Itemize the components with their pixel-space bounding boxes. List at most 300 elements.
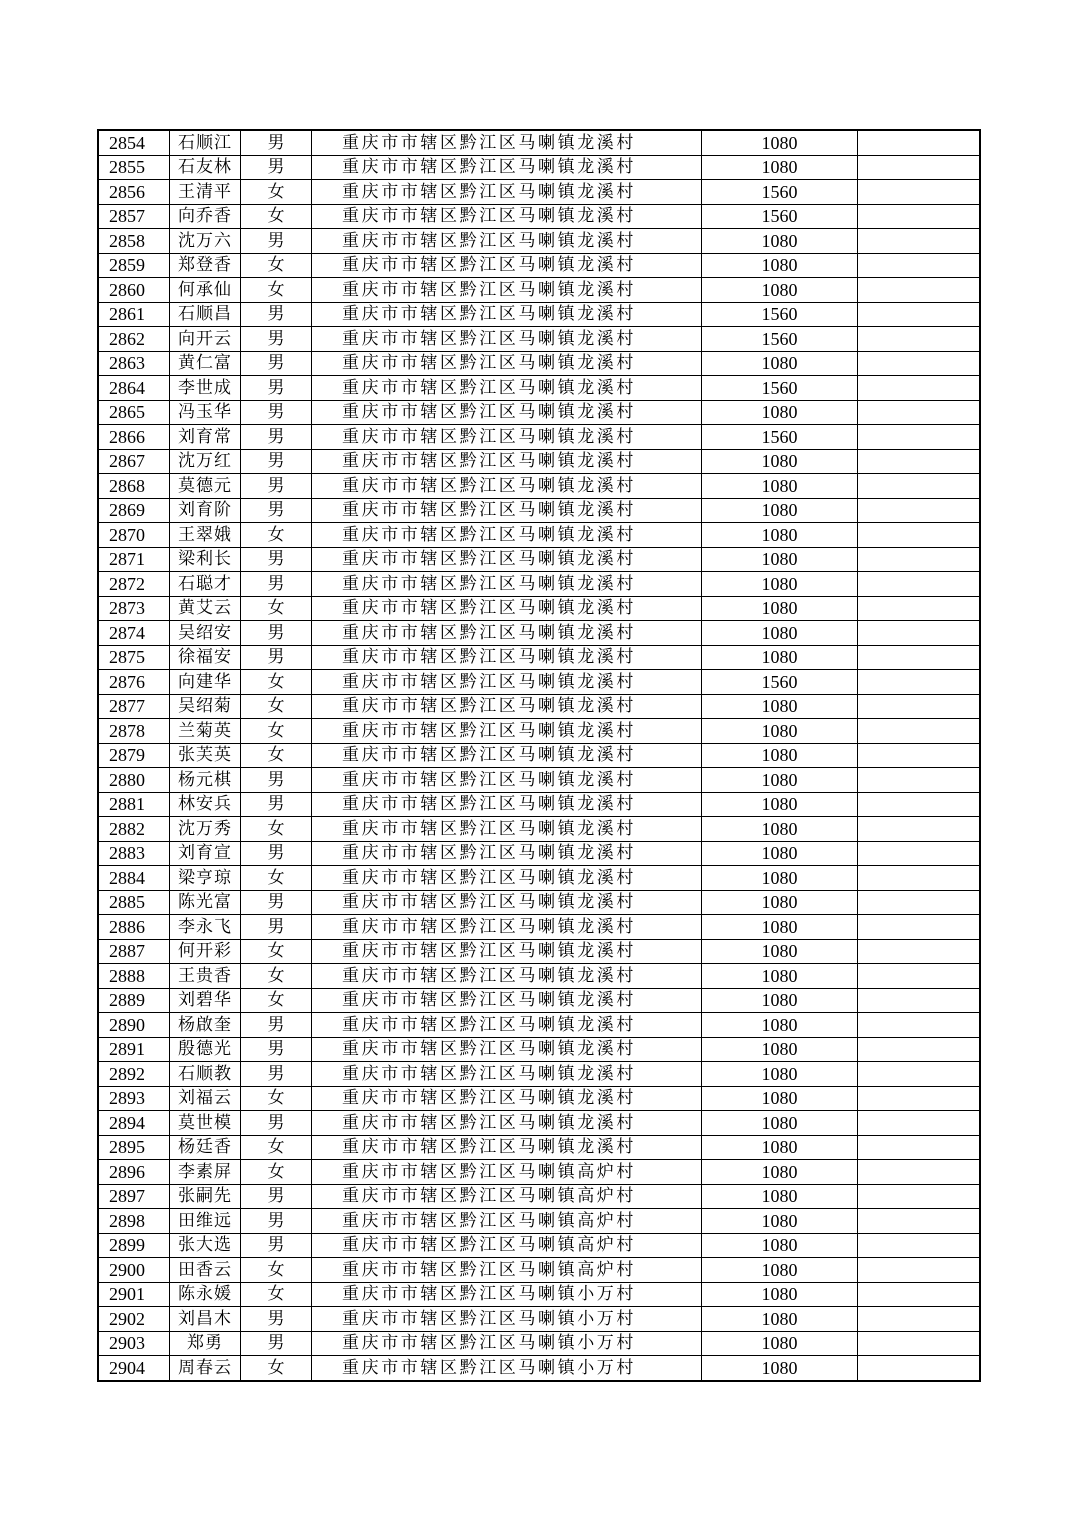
amount-cell: 1080 (702, 278, 858, 303)
sex-cell: 男 (241, 621, 312, 646)
row-number: 2888 (98, 964, 170, 989)
row-number: 2878 (98, 719, 170, 744)
table-row (98, 719, 980, 744)
sex-cell: 女 (241, 204, 312, 229)
person-name: 陈光富 (170, 890, 241, 915)
sex-cell: 男 (241, 1062, 312, 1087)
person-name: 冯玉华 (170, 400, 241, 425)
person-name: 石聪才 (170, 572, 241, 597)
row-number: 2866 (98, 425, 170, 450)
note-cell (858, 964, 980, 989)
address-cell: 重庆市市辖区黔江区马喇镇龙溪村 (312, 523, 702, 548)
table-row (98, 376, 980, 401)
table-row (98, 327, 980, 352)
table-row (98, 1184, 980, 1209)
address-cell: 重庆市市辖区黔江区马喇镇龙溪村 (312, 400, 702, 425)
amount-cell: 1080 (702, 890, 858, 915)
row-number: 2870 (98, 523, 170, 548)
amount-cell: 1080 (702, 572, 858, 597)
sex-cell: 男 (241, 130, 312, 155)
address-cell: 重庆市市辖区黔江区马喇镇龙溪村 (312, 155, 702, 180)
note-cell (858, 155, 980, 180)
amount-cell: 1080 (702, 1307, 858, 1332)
amount-cell: 1080 (702, 1209, 858, 1234)
person-name: 沈万秀 (170, 817, 241, 842)
amount-cell: 1080 (702, 1258, 858, 1283)
person-name: 李世成 (170, 376, 241, 401)
row-number: 2861 (98, 302, 170, 327)
amount-cell: 1080 (702, 915, 858, 940)
note-cell (858, 719, 980, 744)
sex-cell: 女 (241, 988, 312, 1013)
sex-cell: 男 (241, 1013, 312, 1038)
address-cell: 重庆市市辖区黔江区马喇镇龙溪村 (312, 915, 702, 940)
address-cell: 重庆市市辖区黔江区马喇镇龙溪村 (312, 376, 702, 401)
table-row (98, 1258, 980, 1283)
amount-cell: 1080 (702, 939, 858, 964)
note-cell (858, 376, 980, 401)
amount-cell: 1080 (702, 1160, 858, 1185)
table-row (98, 817, 980, 842)
address-cell: 重庆市市辖区黔江区马喇镇龙溪村 (312, 327, 702, 352)
row-number: 2890 (98, 1013, 170, 1038)
person-name: 沈万红 (170, 449, 241, 474)
amount-cell: 1560 (702, 425, 858, 450)
note-cell (858, 915, 980, 940)
row-number: 2854 (98, 130, 170, 155)
note-cell (858, 523, 980, 548)
address-cell: 重庆市市辖区黔江区马喇镇龙溪村 (312, 1037, 702, 1062)
table-row (98, 596, 980, 621)
table-row (98, 1282, 980, 1307)
sex-cell: 男 (241, 1307, 312, 1332)
person-name: 张芙英 (170, 743, 241, 768)
person-name: 徐福安 (170, 645, 241, 670)
sex-cell: 女 (241, 866, 312, 891)
row-number: 2860 (98, 278, 170, 303)
amount-cell: 1080 (702, 1037, 858, 1062)
table-row (98, 792, 980, 817)
amount-cell: 1080 (702, 841, 858, 866)
note-cell (858, 1184, 980, 1209)
row-number: 2883 (98, 841, 170, 866)
sex-cell: 男 (241, 645, 312, 670)
table-row (98, 915, 980, 940)
amount-cell: 1080 (702, 1135, 858, 1160)
row-number: 2894 (98, 1111, 170, 1136)
row-number: 2897 (98, 1184, 170, 1209)
table-body (98, 130, 980, 1381)
row-number: 2874 (98, 621, 170, 646)
person-name: 何开彩 (170, 939, 241, 964)
address-cell: 重庆市市辖区黔江区马喇镇小万村 (312, 1282, 702, 1307)
note-cell (858, 449, 980, 474)
amount-cell: 1080 (702, 400, 858, 425)
sex-cell: 男 (241, 229, 312, 254)
person-name: 刘碧华 (170, 988, 241, 1013)
note-cell (858, 425, 980, 450)
table-row (98, 130, 980, 155)
person-name: 兰菊英 (170, 719, 241, 744)
address-cell: 重庆市市辖区黔江区马喇镇高炉村 (312, 1184, 702, 1209)
note-cell (858, 743, 980, 768)
amount-cell: 1080 (702, 474, 858, 499)
table-row (98, 621, 980, 646)
row-number: 2882 (98, 817, 170, 842)
address-cell: 重庆市市辖区黔江区马喇镇龙溪村 (312, 645, 702, 670)
sex-cell: 男 (241, 890, 312, 915)
table-row (98, 253, 980, 278)
note-cell (858, 400, 980, 425)
sex-cell: 男 (241, 449, 312, 474)
sex-cell: 男 (241, 425, 312, 450)
row-number: 2869 (98, 498, 170, 523)
row-number: 2898 (98, 1209, 170, 1234)
address-cell: 重庆市市辖区黔江区马喇镇龙溪村 (312, 988, 702, 1013)
address-cell: 重庆市市辖区黔江区马喇镇龙溪村 (312, 768, 702, 793)
address-cell: 重庆市市辖区黔江区马喇镇龙溪村 (312, 1135, 702, 1160)
amount-cell: 1560 (702, 180, 858, 205)
person-name: 吴绍菊 (170, 694, 241, 719)
amount-cell: 1080 (702, 596, 858, 621)
sex-cell: 男 (241, 498, 312, 523)
table-row (98, 204, 980, 229)
table-row (98, 1160, 980, 1185)
sex-cell: 女 (241, 817, 312, 842)
sex-cell: 男 (241, 768, 312, 793)
row-number: 2876 (98, 670, 170, 695)
address-cell: 重庆市市辖区黔江区马喇镇龙溪村 (312, 253, 702, 278)
table-row (98, 1209, 980, 1234)
row-number: 2855 (98, 155, 170, 180)
address-cell: 重庆市市辖区黔江区马喇镇龙溪村 (312, 621, 702, 646)
sex-cell: 男 (241, 915, 312, 940)
table-row (98, 1111, 980, 1136)
address-cell: 重庆市市辖区黔江区马喇镇龙溪村 (312, 547, 702, 572)
address-cell: 重庆市市辖区黔江区马喇镇高炉村 (312, 1209, 702, 1234)
person-name: 石顺昌 (170, 302, 241, 327)
person-name: 沈万六 (170, 229, 241, 254)
sex-cell: 女 (241, 278, 312, 303)
row-number: 2862 (98, 327, 170, 352)
address-cell: 重庆市市辖区黔江区马喇镇龙溪村 (312, 866, 702, 891)
row-number: 2900 (98, 1258, 170, 1283)
table-row (98, 180, 980, 205)
table-row (98, 400, 980, 425)
address-cell: 重庆市市辖区黔江区马喇镇龙溪村 (312, 180, 702, 205)
address-cell: 重庆市市辖区黔江区马喇镇龙溪村 (312, 278, 702, 303)
amount-cell: 1080 (702, 498, 858, 523)
sex-cell: 女 (241, 1086, 312, 1111)
note-cell (858, 1160, 980, 1185)
row-number: 2880 (98, 768, 170, 793)
note-cell (858, 302, 980, 327)
address-cell: 重庆市市辖区黔江区马喇镇龙溪村 (312, 890, 702, 915)
person-name: 杨啟奎 (170, 1013, 241, 1038)
sex-cell: 男 (241, 400, 312, 425)
person-name: 黄仁富 (170, 351, 241, 376)
person-name: 田香云 (170, 1258, 241, 1283)
note-cell (858, 229, 980, 254)
sex-cell: 男 (241, 1184, 312, 1209)
row-number: 2867 (98, 449, 170, 474)
note-cell (858, 841, 980, 866)
sex-cell: 男 (241, 302, 312, 327)
address-cell: 重庆市市辖区黔江区马喇镇龙溪村 (312, 1013, 702, 1038)
note-cell (858, 670, 980, 695)
note-cell (858, 768, 980, 793)
amount-cell: 1560 (702, 327, 858, 352)
person-name: 刘育阶 (170, 498, 241, 523)
sex-cell: 男 (241, 572, 312, 597)
data-table (97, 129, 981, 1382)
note-cell (858, 866, 980, 891)
amount-cell: 1080 (702, 866, 858, 891)
amount-cell: 1080 (702, 155, 858, 180)
address-cell: 重庆市市辖区黔江区马喇镇龙溪村 (312, 939, 702, 964)
person-name: 刘育宣 (170, 841, 241, 866)
amount-cell: 1560 (702, 302, 858, 327)
note-cell (858, 1086, 980, 1111)
table-row (98, 547, 980, 572)
table-row (98, 645, 980, 670)
address-cell: 重庆市市辖区黔江区马喇镇龙溪村 (312, 425, 702, 450)
table-row (98, 964, 980, 989)
sex-cell: 男 (241, 1233, 312, 1258)
row-number: 2902 (98, 1307, 170, 1332)
sex-cell: 女 (241, 1356, 312, 1381)
row-number: 2873 (98, 596, 170, 621)
sex-cell: 女 (241, 743, 312, 768)
table-row (98, 768, 980, 793)
row-number: 2885 (98, 890, 170, 915)
table-row (98, 1356, 980, 1381)
address-cell: 重庆市市辖区黔江区马喇镇龙溪村 (312, 817, 702, 842)
address-cell: 重庆市市辖区黔江区马喇镇龙溪村 (312, 449, 702, 474)
sex-cell: 男 (241, 1331, 312, 1356)
amount-cell: 1080 (702, 1013, 858, 1038)
person-name: 莫德元 (170, 474, 241, 499)
sex-cell: 男 (241, 792, 312, 817)
row-number: 2856 (98, 180, 170, 205)
note-cell (858, 547, 980, 572)
note-cell (858, 327, 980, 352)
amount-cell: 1080 (702, 768, 858, 793)
address-cell: 重庆市市辖区黔江区马喇镇小万村 (312, 1356, 702, 1381)
sex-cell: 女 (241, 939, 312, 964)
row-number: 2879 (98, 743, 170, 768)
person-name: 杨廷香 (170, 1135, 241, 1160)
address-cell: 重庆市市辖区黔江区马喇镇龙溪村 (312, 1111, 702, 1136)
row-number: 2899 (98, 1233, 170, 1258)
note-cell (858, 130, 980, 155)
table-row (98, 866, 980, 891)
row-number: 2864 (98, 376, 170, 401)
address-cell: 重庆市市辖区黔江区马喇镇龙溪村 (312, 719, 702, 744)
table-row (98, 425, 980, 450)
amount-cell: 1080 (702, 547, 858, 572)
note-cell (858, 278, 980, 303)
row-number: 2896 (98, 1160, 170, 1185)
person-name: 石友林 (170, 155, 241, 180)
row-number: 2868 (98, 474, 170, 499)
table-row (98, 1135, 980, 1160)
row-number: 2858 (98, 229, 170, 254)
amount-cell: 1080 (702, 351, 858, 376)
table-row (98, 1331, 980, 1356)
amount-cell: 1080 (702, 229, 858, 254)
note-cell (858, 572, 980, 597)
table-row (98, 1062, 980, 1087)
note-cell (858, 1356, 980, 1381)
note-cell (858, 253, 980, 278)
note-cell (858, 1331, 980, 1356)
note-cell (858, 1135, 980, 1160)
sex-cell: 女 (241, 596, 312, 621)
table-row (98, 572, 980, 597)
row-number: 2865 (98, 400, 170, 425)
note-cell (858, 204, 980, 229)
row-number: 2886 (98, 915, 170, 940)
person-name: 莫世模 (170, 1111, 241, 1136)
person-name: 林安兵 (170, 792, 241, 817)
table-row (98, 939, 980, 964)
person-name: 石顺江 (170, 130, 241, 155)
sex-cell: 男 (241, 1037, 312, 1062)
sex-cell: 女 (241, 523, 312, 548)
table-row (98, 1233, 980, 1258)
person-name: 殷德光 (170, 1037, 241, 1062)
person-name: 王贵香 (170, 964, 241, 989)
row-number: 2891 (98, 1037, 170, 1062)
note-cell (858, 1307, 980, 1332)
table-row (98, 498, 980, 523)
person-name: 周春云 (170, 1356, 241, 1381)
table-row (98, 670, 980, 695)
person-name: 梁利长 (170, 547, 241, 572)
row-number: 2884 (98, 866, 170, 891)
note-cell (858, 621, 980, 646)
amount-cell: 1080 (702, 1331, 858, 1356)
sex-cell: 男 (241, 841, 312, 866)
sex-cell: 女 (241, 719, 312, 744)
address-cell: 重庆市市辖区黔江区马喇镇龙溪村 (312, 351, 702, 376)
note-cell (858, 1013, 980, 1038)
person-name: 黄艾云 (170, 596, 241, 621)
amount-cell: 1080 (702, 621, 858, 646)
address-cell: 重庆市市辖区黔江区马喇镇龙溪村 (312, 302, 702, 327)
person-name: 陈永媛 (170, 1282, 241, 1307)
note-cell (858, 645, 980, 670)
note-cell (858, 939, 980, 964)
person-name: 李永飞 (170, 915, 241, 940)
note-cell (858, 1258, 980, 1283)
row-number: 2857 (98, 204, 170, 229)
person-name: 刘育常 (170, 425, 241, 450)
note-cell (858, 474, 980, 499)
amount-cell: 1080 (702, 449, 858, 474)
person-name: 刘福云 (170, 1086, 241, 1111)
note-cell (858, 180, 980, 205)
row-number: 2904 (98, 1356, 170, 1381)
address-cell: 重庆市市辖区黔江区马喇镇高炉村 (312, 1160, 702, 1185)
sex-cell: 男 (241, 155, 312, 180)
sex-cell: 女 (241, 694, 312, 719)
table-row (98, 449, 980, 474)
amount-cell: 1080 (702, 719, 858, 744)
address-cell: 重庆市市辖区黔江区马喇镇龙溪村 (312, 1086, 702, 1111)
amount-cell: 1080 (702, 1086, 858, 1111)
amount-cell: 1080 (702, 130, 858, 155)
address-cell: 重庆市市辖区黔江区马喇镇龙溪村 (312, 596, 702, 621)
address-cell: 重庆市市辖区黔江区马喇镇高炉村 (312, 1233, 702, 1258)
sex-cell: 女 (241, 670, 312, 695)
sex-cell: 男 (241, 351, 312, 376)
amount-cell: 1080 (702, 1184, 858, 1209)
amount-cell: 1080 (702, 792, 858, 817)
address-cell: 重庆市市辖区黔江区马喇镇龙溪村 (312, 1062, 702, 1087)
sex-cell: 男 (241, 376, 312, 401)
sex-cell: 女 (241, 964, 312, 989)
row-number: 2892 (98, 1062, 170, 1087)
person-name: 张大选 (170, 1233, 241, 1258)
address-cell: 重庆市市辖区黔江区马喇镇龙溪村 (312, 572, 702, 597)
person-name: 向建华 (170, 670, 241, 695)
note-cell (858, 792, 980, 817)
note-cell (858, 1282, 980, 1307)
address-cell: 重庆市市辖区黔江区马喇镇龙溪村 (312, 792, 702, 817)
table-row (98, 351, 980, 376)
row-number: 2872 (98, 572, 170, 597)
note-cell (858, 817, 980, 842)
row-number: 2877 (98, 694, 170, 719)
table-row (98, 841, 980, 866)
person-name: 何承仙 (170, 278, 241, 303)
address-cell: 重庆市市辖区黔江区马喇镇龙溪村 (312, 743, 702, 768)
note-cell (858, 596, 980, 621)
address-cell: 重庆市市辖区黔江区马喇镇龙溪村 (312, 204, 702, 229)
row-number: 2895 (98, 1135, 170, 1160)
note-cell (858, 988, 980, 1013)
table-row (98, 988, 980, 1013)
sex-cell: 女 (241, 180, 312, 205)
row-number: 2889 (98, 988, 170, 1013)
row-number: 2863 (98, 351, 170, 376)
table-row (98, 1037, 980, 1062)
amount-cell: 1080 (702, 964, 858, 989)
person-name: 王清平 (170, 180, 241, 205)
table-row (98, 302, 980, 327)
row-number: 2903 (98, 1331, 170, 1356)
amount-cell: 1560 (702, 670, 858, 695)
note-cell (858, 1209, 980, 1234)
note-cell (858, 1111, 980, 1136)
note-cell (858, 1233, 980, 1258)
amount-cell: 1080 (702, 645, 858, 670)
sex-cell: 女 (241, 1160, 312, 1185)
address-cell: 重庆市市辖区黔江区马喇镇龙溪村 (312, 670, 702, 695)
person-name: 李素屏 (170, 1160, 241, 1185)
person-name: 刘昌木 (170, 1307, 241, 1332)
address-cell: 重庆市市辖区黔江区马喇镇龙溪村 (312, 229, 702, 254)
address-cell: 重庆市市辖区黔江区马喇镇龙溪村 (312, 694, 702, 719)
person-name: 王翠娥 (170, 523, 241, 548)
table-row (98, 1013, 980, 1038)
row-number: 2875 (98, 645, 170, 670)
person-name: 梁亨琼 (170, 866, 241, 891)
table-row (98, 743, 980, 768)
address-cell: 重庆市市辖区黔江区马喇镇龙溪村 (312, 964, 702, 989)
